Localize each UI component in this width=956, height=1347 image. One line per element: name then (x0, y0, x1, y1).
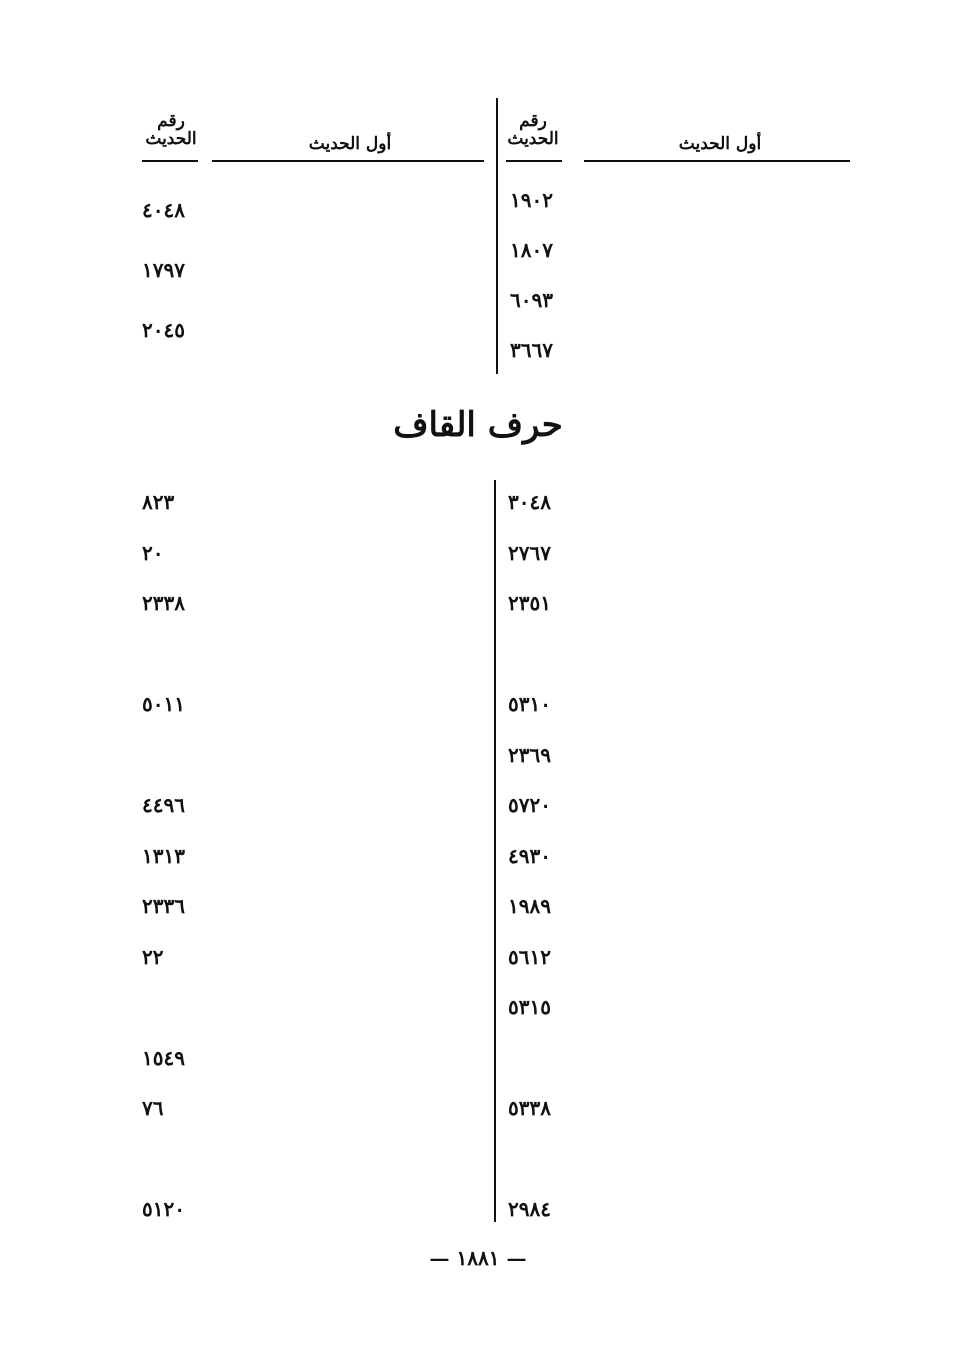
hadith-number: ٤٤٩٦ (142, 793, 185, 817)
header-right-number-rule (506, 160, 562, 162)
header-left-title: أول الحديث (308, 134, 392, 154)
hadith-number: ٥٠١١ (142, 692, 185, 716)
hadith-number: ٤٩٣٠ (508, 843, 551, 868)
header-left-number-rule (142, 160, 198, 162)
hadith-number: ٥٦١٢ (508, 944, 551, 969)
hadith-number: ٢٠ (142, 540, 164, 565)
hadith-number: ٢٣٣٦ (142, 894, 185, 918)
main-column-divider (494, 480, 496, 1222)
hadith-number: ٣٠٤٨ (508, 490, 551, 514)
page-number: — ١٨٨١ — (429, 1246, 527, 1270)
header-right-title: أول الحديث (678, 134, 762, 154)
top-column-divider (496, 98, 498, 374)
section-title: حرف القاف (393, 405, 563, 445)
hadith-number: ٢٧٦٧ (508, 540, 551, 565)
hadith-number: ٢٢ (142, 944, 164, 969)
header-right-number-label: رقم الحديث (507, 111, 559, 149)
hadith-number: ٢٠٤٥ (142, 318, 185, 342)
hadith-number: ٦٠٩٣ (510, 288, 553, 312)
hadith-number: ١٣١٣ (142, 843, 185, 868)
hadith-number: ٥٣١٥ (508, 995, 551, 1019)
hadith-number: ٧٦ (142, 1096, 164, 1120)
hadith-number: ٢٣٦٩ (508, 742, 551, 767)
hadith-number: ١٩٨٩ (508, 894, 551, 918)
hadith-number: ٢٣٣٨ (142, 591, 185, 615)
hadith-number: ٤٠٤٨ (142, 198, 185, 222)
hadith-number: ٨٢٣ (142, 490, 175, 514)
hadith-number: ٥١٢٠ (142, 1197, 185, 1221)
hadith-number: ١٨٠٧ (510, 238, 553, 262)
header-left-rule (212, 160, 484, 162)
hadith-number: ١٩٠٢ (510, 188, 553, 212)
hadith-number: ٥٣٣٨ (508, 1096, 551, 1120)
hadith-number: ١٧٩٧ (142, 258, 185, 282)
hadith-number: ٥٣١٠ (508, 692, 551, 716)
hadith-number: ٢٩٨٤ (508, 1197, 551, 1221)
hadith-number: ٣٦٦٧ (510, 338, 553, 362)
header-right-rule (584, 160, 850, 162)
hadith-number: ٢٣٥١ (508, 591, 551, 615)
hadith-number: ٥٧٢٠ (508, 793, 551, 817)
header-left-number-label: رقم الحديث (145, 111, 197, 149)
hadith-number: ١٥٤٩ (142, 1045, 185, 1070)
